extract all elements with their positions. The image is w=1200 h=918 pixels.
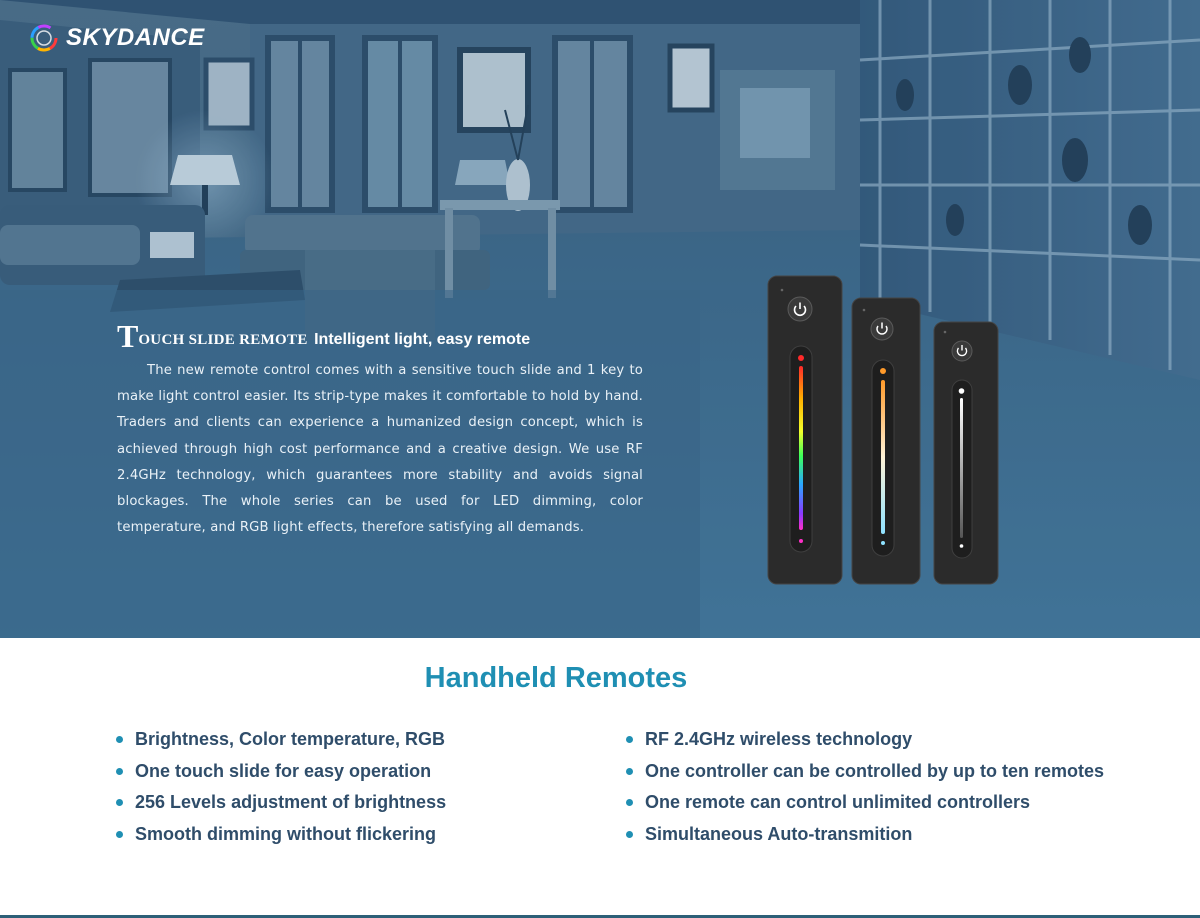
remote-controls-image	[760, 270, 1010, 615]
feature-text: 256 Levels adjustment of brightness	[135, 792, 447, 812]
list-item	[626, 758, 1104, 790]
feature-text: Simultaneous Auto-transmition	[645, 823, 913, 844]
list-item	[626, 789, 1104, 821]
feature-text: RF 2.4GHz wireless technology	[645, 729, 913, 749]
heading-small-caps: OUCH SLIDE REMOTE	[138, 332, 308, 348]
feature-text: Smooth dimming without flickering	[135, 823, 436, 844]
dot-bullet-icon	[116, 768, 123, 775]
dim-remote	[934, 322, 998, 584]
dot-bullet-icon	[626, 799, 633, 806]
rainbow-ring-icon	[29, 23, 59, 53]
heading-tagline: Intelligent light, easy remote	[314, 331, 531, 348]
feature-list-right	[626, 726, 1104, 852]
list-item	[116, 821, 446, 853]
hero-heading	[117, 318, 530, 355]
brand-name: SKYDANCE	[66, 24, 205, 51]
list-item	[626, 821, 1104, 853]
dot-bullet-icon	[116, 736, 123, 743]
cct-remote	[852, 298, 920, 584]
feature-list-left	[116, 726, 446, 852]
dot-bullet-icon	[116, 831, 123, 838]
list-item	[116, 726, 446, 758]
feature-text: One controller can be controlled by up to ten remotes	[645, 760, 1105, 781]
list-item	[116, 758, 446, 790]
section-title: Handheld Remotes	[424, 662, 688, 694]
heading-initial: T	[117, 318, 139, 354]
dot-bullet-icon	[626, 768, 633, 775]
list-item	[116, 789, 446, 821]
dot-bullet-icon	[626, 736, 633, 743]
list-item	[626, 726, 1104, 758]
feature-text: One touch slide for easy operation	[135, 760, 432, 781]
feature-text: Brightness, Color temperature, RGB	[135, 729, 446, 749]
rgb-remote	[768, 276, 842, 584]
dot-bullet-icon	[116, 799, 123, 806]
feature-text: One remote can control unlimited controllers	[645, 792, 1031, 812]
hero-description: The new remote control comes with a sensitive touch slide and 1 key to make light control easier. Its strip-type makes it comfortable to hold by hand. Traders and clients can experience a humanized design concept, which is achieved through high cost performance and a creative design. We use RF 2.4GHz technology, which guarantees more stability and avoids signal blockages. The whole series can be used for LED dimming, color temperature, and RGB light effects, therefore satisfying all demands.	[117, 363, 643, 536]
dot-bullet-icon	[626, 831, 633, 838]
brand-logo[interactable]	[29, 23, 205, 53]
